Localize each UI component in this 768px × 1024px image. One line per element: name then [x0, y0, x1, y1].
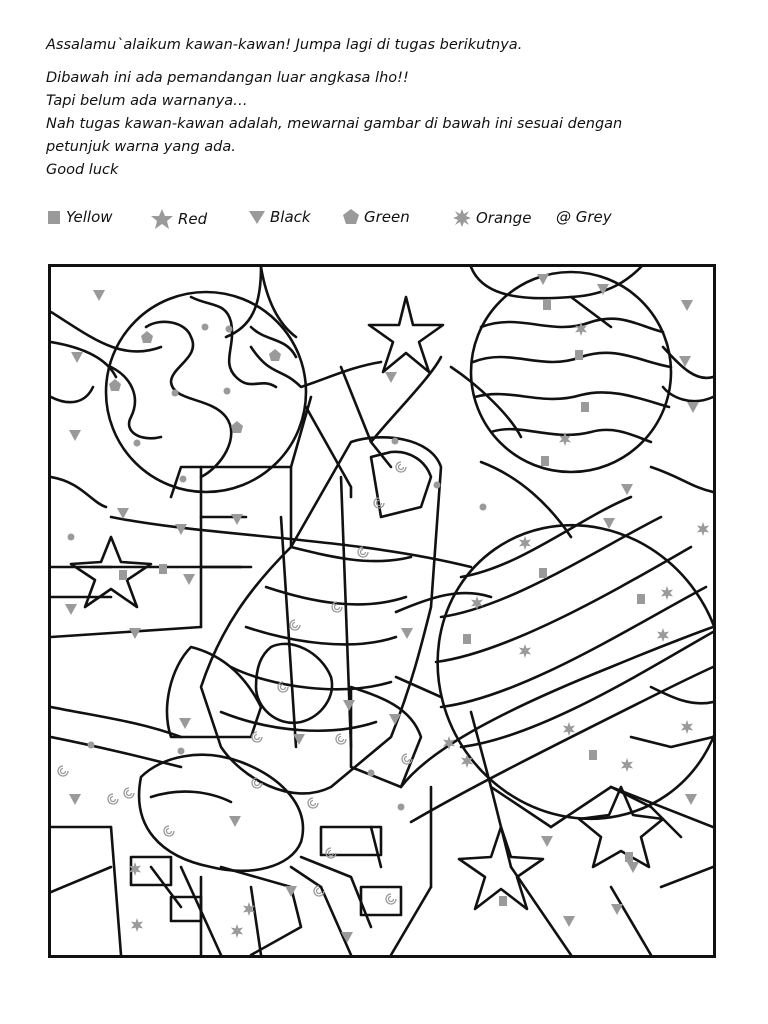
black-triangle-mark — [537, 274, 549, 285]
legend-label: Orange — [476, 209, 532, 227]
legend-yellow — [46, 208, 113, 226]
grey-spiral-mark — [396, 462, 406, 472]
dot-mark — [480, 504, 487, 511]
triangle-down-icon — [248, 209, 266, 225]
grey-spiral-mark — [386, 894, 396, 904]
instruction-line: petunjuk warna yang ada. — [46, 139, 236, 155]
black-triangle-mark — [385, 372, 397, 383]
region-line — [51, 387, 93, 402]
black-triangle-mark — [389, 714, 401, 725]
black-triangle-mark — [541, 836, 553, 847]
instruction-line: Dibawah ini ada pemandangan luar angkasa lho!! — [46, 70, 409, 86]
dot-mark — [178, 748, 185, 755]
planet-stripe — [473, 353, 671, 367]
orange-burst-mark — [131, 918, 143, 932]
black-triangle-mark — [401, 628, 413, 639]
region-line — [291, 397, 311, 467]
region-line — [371, 357, 441, 442]
black-triangle-mark — [179, 718, 191, 729]
yellow-square-mark — [637, 594, 645, 604]
black-triangle-mark — [231, 514, 243, 525]
grey-spiral-mark — [58, 766, 68, 776]
green-pentagon-mark — [269, 349, 281, 361]
black-triangle-mark — [71, 352, 83, 363]
grey-spiral-mark — [326, 848, 336, 858]
legend-label: Black — [270, 208, 311, 226]
dot-mark — [68, 534, 75, 541]
dot-mark — [88, 742, 95, 749]
planet-stripe — [475, 392, 669, 407]
green-pentagon-mark — [109, 379, 121, 391]
legend-label: @ Grey — [556, 208, 612, 226]
black-triangle-mark — [175, 524, 187, 535]
black-triangle-mark — [627, 862, 639, 873]
outline-layer — [51, 267, 713, 955]
rocket-wing — [351, 687, 421, 787]
black-triangle-mark — [183, 574, 195, 585]
grey-spiral-mark — [252, 732, 262, 742]
black-triangle-mark — [65, 604, 77, 615]
yellow-square-mark — [119, 570, 127, 580]
greeting-text: Assalamu`alaikum kawan-kawan! Jumpa lagi di tugas berikutnya. — [46, 37, 523, 53]
black-triangle-mark — [93, 290, 105, 301]
planet-land — [111, 367, 161, 438]
region-line — [111, 827, 121, 955]
region-line — [251, 887, 261, 955]
region-line — [341, 367, 391, 467]
pentagon-icon — [342, 208, 360, 226]
star-icon — [150, 208, 174, 230]
yellow-square-mark — [581, 402, 589, 412]
planet-stripe — [481, 319, 663, 332]
rocket-body — [201, 437, 441, 793]
yellow-square-mark — [589, 750, 597, 760]
region-line — [631, 737, 713, 747]
grey-spiral-mark — [108, 794, 118, 804]
black-triangle-mark — [129, 628, 141, 639]
yellow-square-mark — [625, 852, 633, 862]
planet-stripe — [461, 497, 631, 577]
black-triangle-mark — [685, 794, 697, 805]
legend-label: Red — [178, 210, 208, 228]
green-pentagon-mark — [141, 331, 153, 343]
orange-burst-mark — [519, 536, 531, 550]
region-line — [391, 887, 431, 955]
yellow-square-mark — [539, 568, 547, 578]
region-line — [396, 677, 441, 697]
yellow-square-mark — [159, 564, 167, 574]
coloring-picture — [48, 264, 716, 958]
region-line — [511, 867, 571, 955]
yellow-square-mark — [499, 896, 507, 906]
grey-spiral-mark — [402, 754, 412, 764]
region-line — [321, 887, 351, 955]
yellow-square-mark — [543, 300, 551, 310]
rocket-band — [291, 547, 411, 561]
black-triangle-mark — [687, 402, 699, 413]
striped-planet — [471, 272, 671, 472]
orange-burst-mark — [231, 924, 243, 938]
black-triangle-mark — [621, 484, 633, 495]
grey-spiral-mark — [164, 826, 174, 836]
orange-burst-mark — [661, 586, 673, 600]
region-line — [651, 687, 713, 703]
region-line — [151, 867, 181, 907]
region-line — [651, 467, 713, 492]
rocket-engine — [139, 755, 303, 871]
dot-mark — [398, 804, 405, 811]
region-line — [51, 627, 201, 637]
region-line — [291, 867, 321, 887]
black-triangle-mark — [69, 430, 81, 441]
square-icon — [46, 209, 62, 225]
legend-grey — [556, 208, 612, 226]
symbol-layer — [58, 274, 709, 943]
yellow-square-mark — [541, 456, 549, 466]
color-legend — [46, 208, 726, 236]
black-triangle-mark — [563, 916, 575, 927]
black-triangle-mark — [681, 300, 693, 311]
dot-mark — [434, 482, 441, 489]
orange-burst-mark — [519, 644, 531, 658]
region-line — [51, 477, 106, 507]
dot-mark — [180, 476, 187, 483]
region-line — [51, 867, 111, 892]
rocket-engine — [151, 792, 231, 802]
grey-spiral-mark — [336, 734, 346, 744]
good-luck-text: Good luck — [46, 162, 119, 178]
space-scene-drawing — [51, 267, 713, 955]
region-line — [611, 887, 651, 955]
planet-land — [146, 322, 231, 477]
burst-icon — [452, 208, 472, 228]
region-line — [51, 707, 181, 737]
dot-mark — [134, 440, 141, 447]
grey-spiral-mark — [290, 620, 300, 630]
dot-mark — [224, 388, 231, 395]
black-triangle-mark — [285, 886, 297, 897]
instructions — [46, 34, 736, 182]
legend-black — [248, 208, 311, 226]
legend-green — [342, 208, 410, 226]
dot-mark — [202, 324, 209, 331]
black-triangle-mark — [69, 794, 81, 805]
black-triangle-mark — [343, 700, 355, 711]
orange-burst-mark — [621, 758, 633, 772]
left-planet — [106, 292, 306, 492]
legend-orange — [452, 208, 531, 228]
black-triangle-mark — [229, 816, 241, 827]
dot-mark — [392, 438, 399, 445]
star-shape — [369, 297, 443, 372]
yellow-square-mark — [463, 634, 471, 644]
region-line — [611, 787, 681, 837]
legend-label: Green — [364, 208, 410, 226]
rocket-band — [281, 517, 296, 747]
black-triangle-mark — [603, 518, 615, 529]
legend-red — [150, 208, 207, 230]
region-line — [371, 827, 381, 867]
grey-spiral-mark — [308, 798, 318, 808]
region-line — [51, 342, 116, 377]
orange-burst-mark — [563, 722, 575, 736]
instruction-line: Nah tugas kawan-kawan adalah, mewarnai gambar di bawah ini sesuai dengan — [46, 116, 623, 132]
black-triangle-mark — [611, 904, 623, 915]
yellow-square-mark — [575, 350, 583, 360]
region-line — [661, 867, 713, 887]
orange-burst-mark — [681, 720, 693, 734]
orange-burst-mark — [697, 522, 709, 536]
planet-ring — [411, 667, 713, 822]
dot-mark — [368, 770, 375, 777]
legend-label: Yellow — [66, 208, 113, 226]
green-pentagon-mark — [231, 421, 243, 433]
instruction-line: Tapi belum ada warnanya… — [46, 93, 248, 109]
orange-burst-mark — [657, 628, 669, 642]
rocket-tail — [221, 867, 301, 955]
rocket-band — [246, 627, 396, 644]
dot-mark — [226, 326, 233, 333]
grey-spiral-mark — [124, 788, 134, 798]
region-line — [261, 267, 296, 337]
dot-mark — [172, 390, 179, 397]
